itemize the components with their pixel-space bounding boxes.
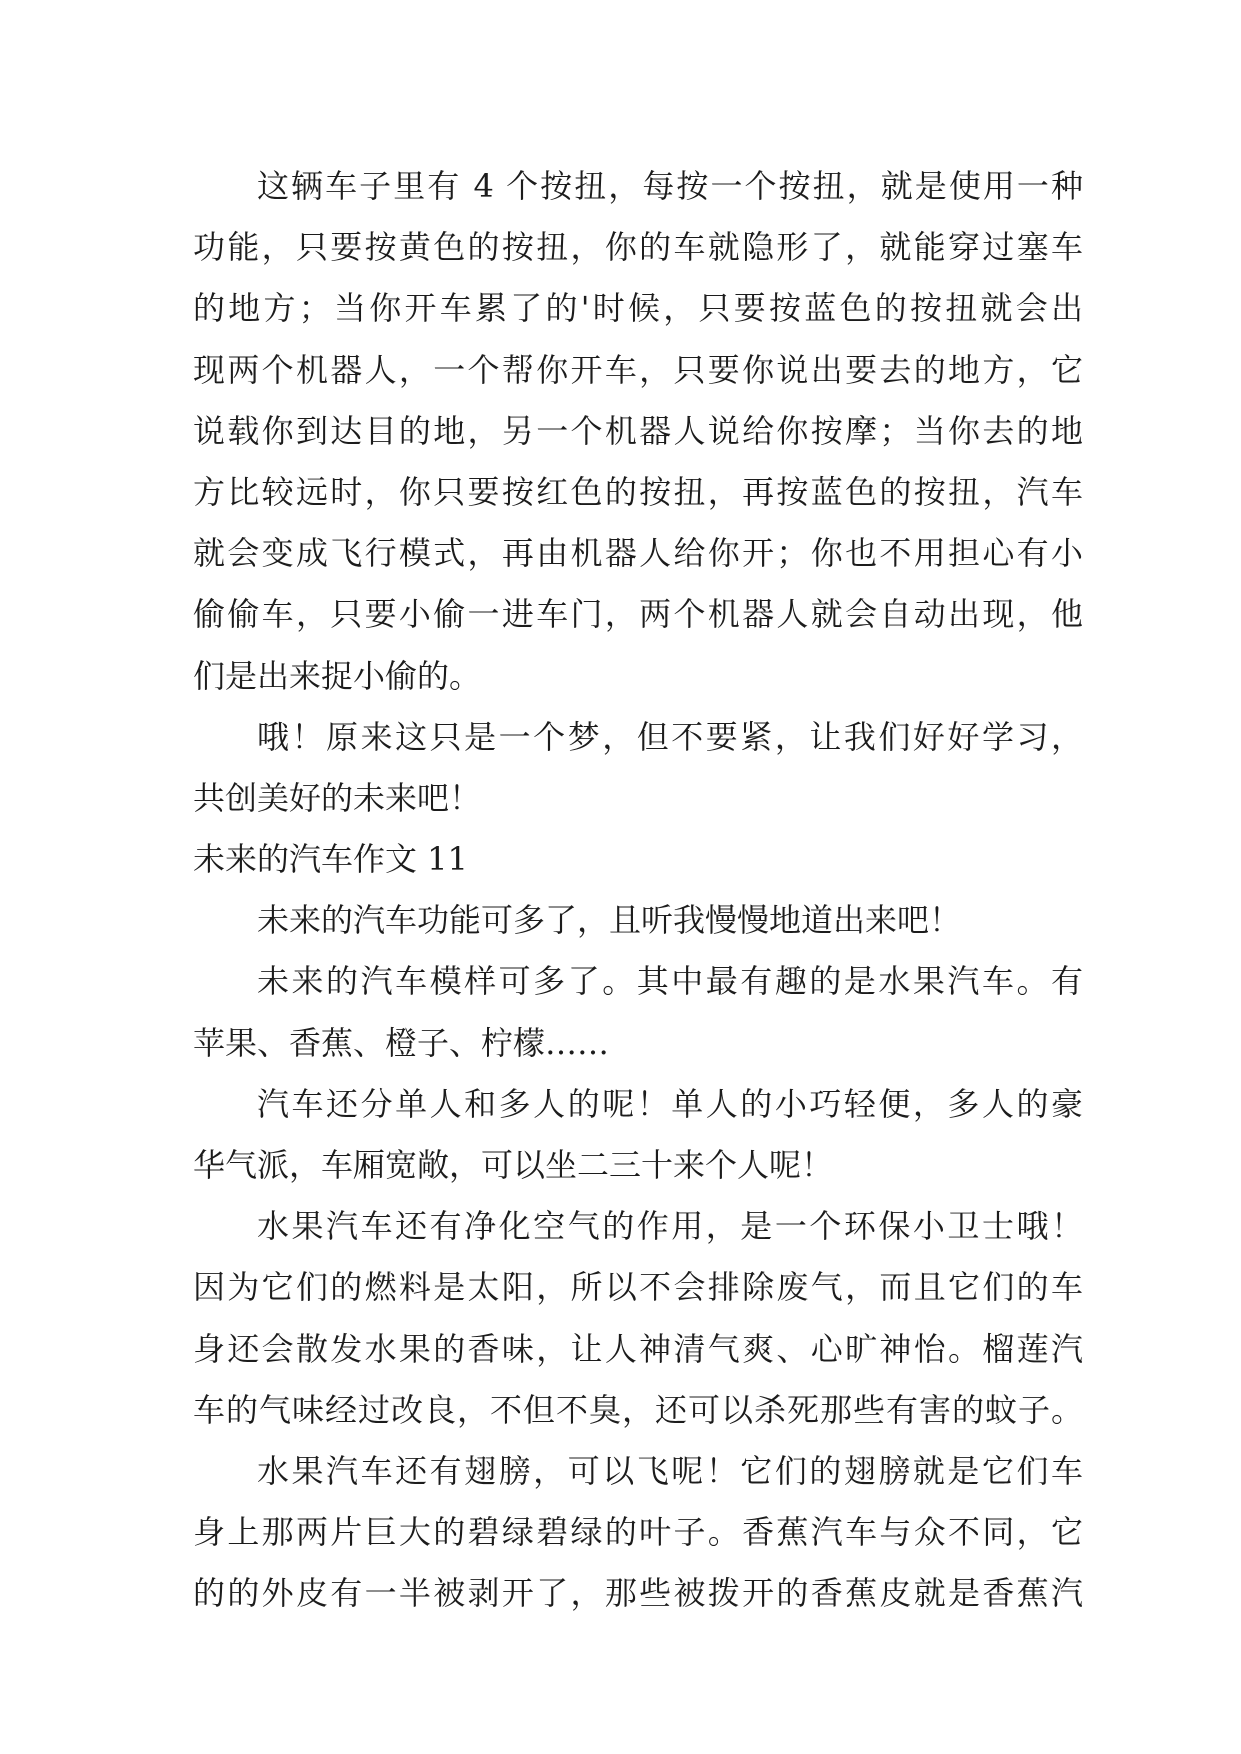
text-line: 的的外皮有一半被剥开了，那些被拨开的香蕉皮就是香蕉汽 — [193, 1574, 1083, 1613]
text-line: 共创美好的未来吧！ — [193, 778, 482, 817]
text-line: 因为它们的燃料是太阳，所以不会排除废气，而且它们的车 — [193, 1268, 1083, 1307]
text-line: 未来的汽车功能可多了，且听我慢慢地道出来吧！ — [257, 901, 962, 940]
text-line: 汽车还分单人和多人的呢！单人的小巧轻便，多人的豪 — [257, 1084, 1083, 1123]
text-line: 就会变成飞行模式，再由机器人给你开；你也不用担心有小 — [193, 534, 1083, 573]
text-line: 说载你到达目的地，另一个机器人说给你按摩；当你去的地 — [193, 411, 1083, 450]
text-line: 身还会散发水果的香味，让人神清气爽、心旷神怡。榴莲汽 — [193, 1329, 1083, 1368]
text-line: 这辆车子里有 4 个按扭，每按一个按扭，就是使用一种 — [257, 167, 1083, 205]
text-line: 现两个机器人，一个帮你开车，只要你说出要去的地方，它 — [193, 350, 1083, 389]
text-line: 水果汽车还有翅膀，可以飞呢！它们的翅膀就是它们车 — [257, 1451, 1083, 1490]
text-line: 车的气味经过改良，不但不臭，还可以杀死那些有害的蚊子。 — [193, 1390, 1083, 1429]
text-line: 哦！原来这只是一个梦，但不要紧，让我们好好学习， — [257, 717, 1083, 756]
text-line: 未来的汽车模样可多了。其中最有趣的是水果汽车。有 — [257, 962, 1083, 1001]
document-body — [193, 156, 1083, 1625]
text-line: 功能，只要按黄色的按扭，你的车就隐形了，就能穿过塞车 — [193, 228, 1083, 267]
text-line: 华气派，车厢宽敞，可以坐二三十来个人呢！ — [193, 1146, 834, 1184]
text-line: 的地方；当你开车累了的'时候，只要按蓝色的按扭就会出 — [193, 289, 1083, 328]
text-line: 水果汽车还有净化空气的作用，是一个环保小卫士哦！ — [257, 1207, 1083, 1246]
text-line: 苹果、香蕉、橙子、柠檬…… — [193, 1023, 610, 1062]
text-line: 身上那两片巨大的碧绿碧绿的叶子。香蕉汽车与众不同，它 — [193, 1513, 1083, 1552]
text-line: 们是出来捉小偷的。 — [193, 656, 482, 695]
text-line: 方比较远时，你只要按红色的按扭，再按蓝色的按扭，汽车 — [193, 472, 1083, 511]
text-line: 偷偷车，只要小偷一进车门，两个机器人就会自动出现，他 — [193, 595, 1083, 634]
section-heading: 未来的汽车作文 11 — [193, 840, 468, 879]
